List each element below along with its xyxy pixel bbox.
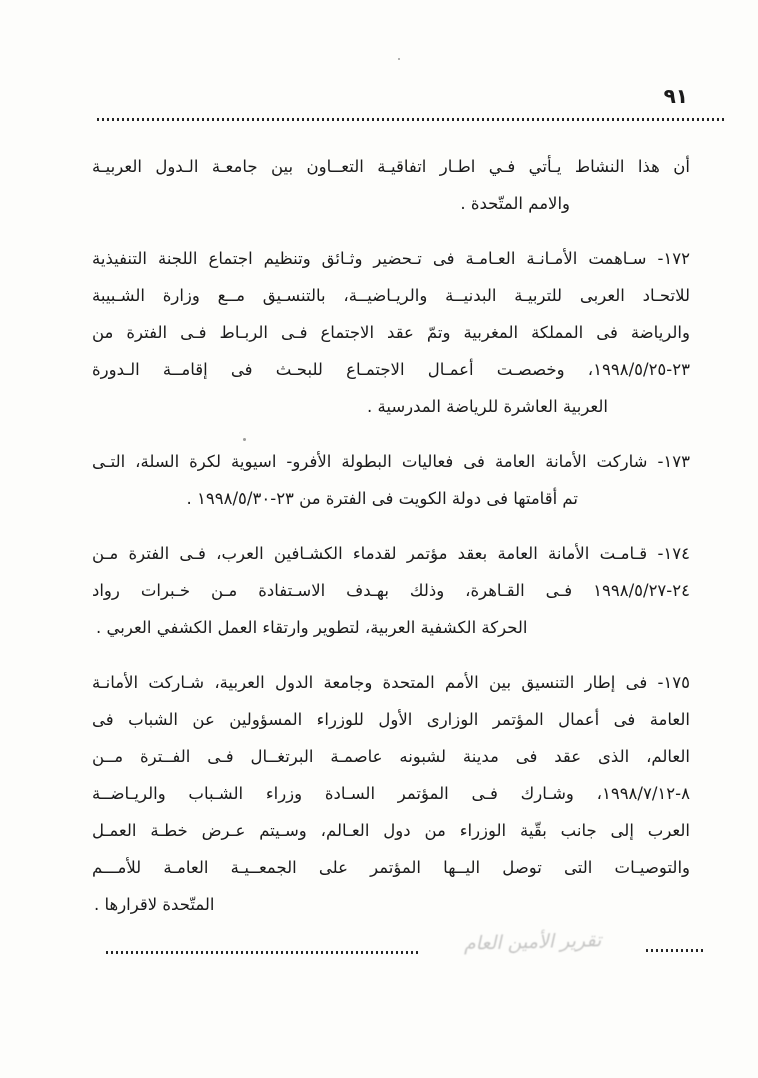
text-line: المتّحدة لاقرارها . [94, 895, 215, 914]
text-line: أن هذا النشاط يـأتي فـي اطـار اتفاقيـة التعــاون بين جامعـة الـدول العربيـة [92, 157, 690, 176]
text-line: ١٧٥- فى إطار التنسيق بين الأمم المتحدة وجامعة الدول العربية، شـاركت الأمانـة [92, 673, 690, 692]
page-number: ٩١ [663, 84, 688, 108]
text-line: ٢٤-٢٧‏/٥‏/١٩٩٨ فـى القـاهرة، وذلك بهـدف الاسـتفادة مـن خـبرات رواد [92, 581, 690, 600]
paragraph-0 [92, 148, 690, 222]
text-line: ١٧٢- سـاهمت الأمـانـة العـامـة فى تـحضير وثـائق وتنظيم اجتماع اللجنة التنفيذية [92, 249, 690, 268]
text-line: للاتحـاد العربى للتربيـة البدنيــة والريـاضيــة، بالتنسـيق مــع وزارة الشـبيبة [92, 286, 690, 305]
text-line: والتوصيـات التى توصل اليــها المؤتمر على الجمعــيـة العامـة للأمـــم [92, 858, 690, 877]
text-line: ٨-١٢‏/٧‏/١٩٩٨، وشـارك فـى المؤتمر السـادة وزراء الشـباب والريـاضــة [92, 784, 690, 803]
text-line: تم أقامتها فى دولة الكويت فى الفترة من ٢٣-٣٠‏/٥‏/١٩٩٨ . [186, 489, 578, 508]
footer-rule-left [103, 951, 418, 954]
text-line: ١٧٣- شاركت الأمانة العامة فى فعاليات البطولة الأفرو- اسيوية لكرة السلة، التـى [92, 452, 690, 471]
text-line: العامة فى أعمال المؤتمر الوزارى الأول للوزراء المسؤولين عن الشباب فى [92, 710, 690, 729]
paragraph-2 [92, 443, 690, 517]
scan-speck [243, 438, 246, 441]
text-line: الحركة الكشفية العربية، لتطوير وارتقاء العمل الكشفي العربي . [96, 618, 528, 637]
text-line: والرياضة فى المملكة المغربية وتمّ عقد الاجتماع فـى الربـاط فـى الفترة من [92, 323, 690, 342]
text-line: ٢٣-٢٥‏/٥‏/١٩٩٨، وخصصـت أعمـال الاجتمـاع للبحـث فى إقامــة الـدورة [92, 360, 690, 379]
header-rule [96, 118, 724, 121]
footer-rule-right [645, 949, 703, 952]
text-line: ١٧٤- قـامـت الأمانة العامة بعقد مؤتمر لقدماء الكشـافين العرب، فـى الفترة مـن [92, 544, 690, 563]
text-line: العربية العاشرة للرياضة المدرسية . [367, 397, 608, 416]
paragraph-4 [92, 664, 690, 923]
scan-speck [398, 58, 400, 60]
paragraph-1 [92, 240, 690, 425]
text-line: العالم، الذى عقد فى مدينة لشبونه عاصمـة البرتغــال فـى الفــترة مــن [92, 747, 690, 766]
text-line: العرب إلى جانب بقّية الوزراء من دول العـالم، وسـيتم عـرض خطـة العمـل [92, 821, 690, 840]
footer-stamp-text: تقرير الأمين العام [463, 929, 602, 955]
document-body [92, 148, 690, 941]
text-line: والامم المتّحدة . [460, 194, 570, 213]
paragraph-3 [92, 535, 690, 646]
